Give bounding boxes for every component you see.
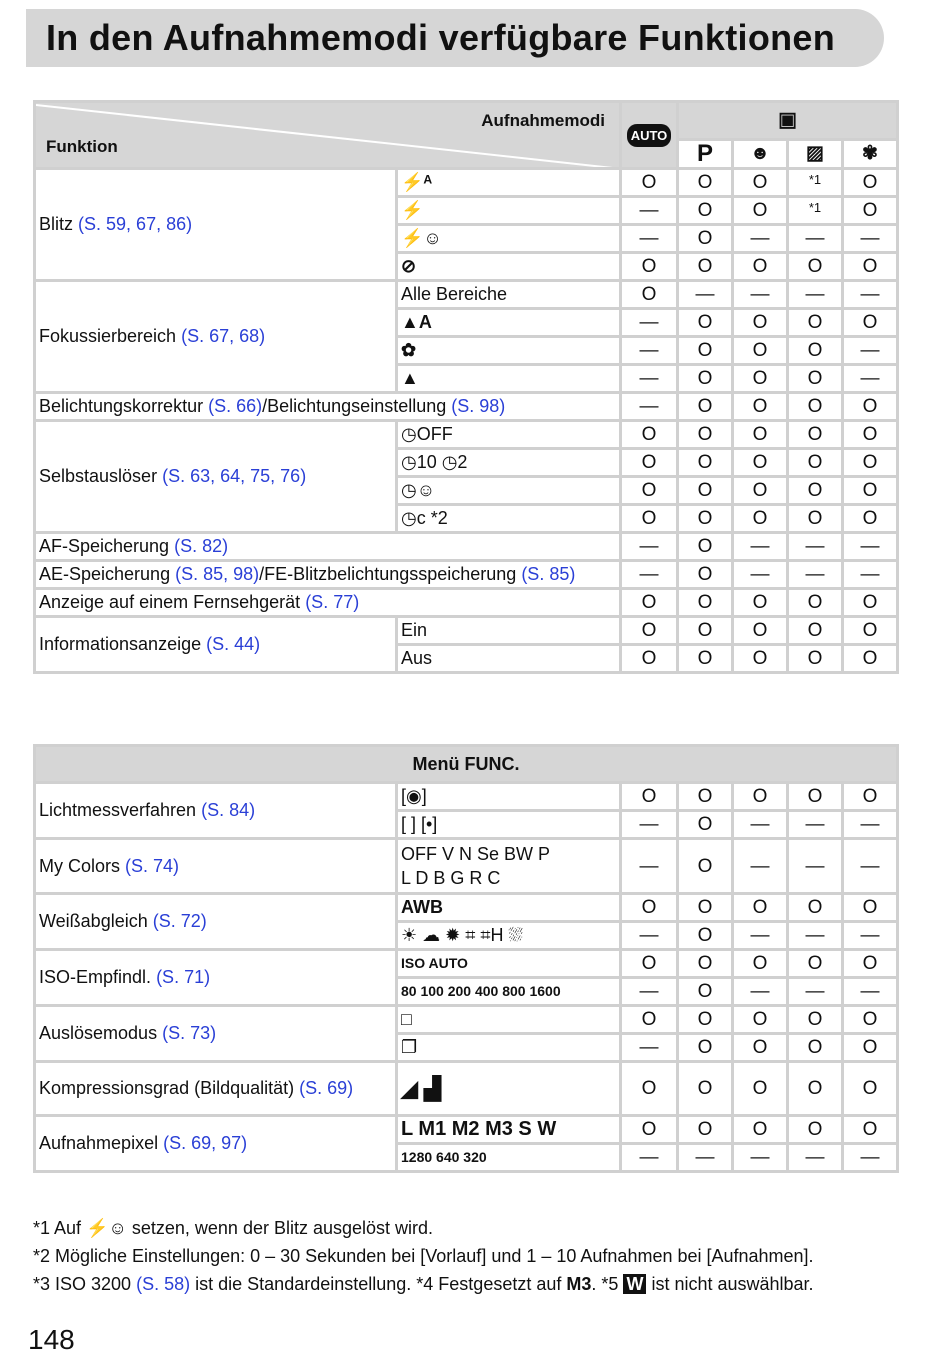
- cell: —: [678, 281, 733, 309]
- cell: —: [733, 225, 788, 253]
- cell: O: [678, 839, 733, 894]
- cell: —: [621, 365, 678, 393]
- cell: O: [678, 1116, 733, 1144]
- cell: O: [843, 1062, 898, 1116]
- cell: O: [788, 1006, 843, 1034]
- cell: —: [678, 1144, 733, 1172]
- table-row: [35, 783, 898, 811]
- cell: O: [733, 645, 788, 673]
- infinity-focus-icon: ▲: [397, 365, 621, 393]
- cell: O: [788, 337, 843, 365]
- cell: O: [621, 449, 678, 477]
- cell: O: [843, 1116, 898, 1144]
- cell: O: [733, 894, 788, 922]
- cell: O: [788, 253, 843, 281]
- wb-preset-icons: ☀ ☁ ✹ ⌗ ⌗H ⛆: [397, 922, 621, 950]
- cell: O: [678, 811, 733, 839]
- cell: —: [843, 281, 898, 309]
- cell: O: [733, 783, 788, 811]
- cell: —: [788, 978, 843, 1006]
- cell: O: [788, 1116, 843, 1144]
- cell: O: [678, 617, 733, 645]
- cell: O: [733, 421, 788, 449]
- cell: O: [788, 421, 843, 449]
- cell: O: [621, 645, 678, 673]
- mycolors-icons: [397, 839, 621, 894]
- macro-icon: ✿: [397, 337, 621, 365]
- movie-size-icons: 1280 640 320: [397, 1144, 621, 1172]
- continuous-shot-icon: ❐: [397, 1034, 621, 1062]
- cell: —: [621, 811, 678, 839]
- page-link[interactable]: (S. 73): [162, 1023, 217, 1043]
- table-row: [35, 950, 898, 978]
- cell: —: [733, 839, 788, 894]
- info-label: Informationsanzeige (S. 44): [35, 617, 397, 673]
- flash-off-icon: ⊘: [397, 253, 621, 281]
- cell: O: [733, 589, 788, 617]
- cell: O: [788, 449, 843, 477]
- page-link[interactable]: (S. 66): [208, 396, 263, 416]
- cell: —: [788, 533, 843, 561]
- auto-mode-header: [621, 102, 678, 169]
- timer-10-2-icon: ◷10 ◷2: [397, 449, 621, 477]
- func-menu-heading: Menü FUNC.: [35, 746, 898, 783]
- cell: O: [678, 309, 733, 337]
- table-row: [35, 839, 898, 894]
- cell: O: [733, 477, 788, 505]
- iso-label: ISO-Empfindl. (S. 71): [35, 950, 397, 1006]
- cell: O: [843, 894, 898, 922]
- page-link[interactable]: (S. 71): [156, 967, 211, 987]
- cell: O: [733, 309, 788, 337]
- cell: O: [733, 197, 788, 225]
- cell: O: [678, 505, 733, 533]
- cell: O: [788, 617, 843, 645]
- cell: O: [678, 169, 733, 197]
- modes-label: Aufnahmemodi: [481, 111, 605, 130]
- camera-icon: ▣: [778, 108, 797, 131]
- table-row: [35, 1062, 898, 1116]
- page-link[interactable]: (S. 69, 97): [163, 1133, 248, 1153]
- cell: O: [788, 393, 843, 421]
- cell: O: [788, 589, 843, 617]
- cell: —: [788, 811, 843, 839]
- drive-label: Auslösemodus (S. 73): [35, 1006, 397, 1062]
- func-menu-table: [33, 744, 899, 1173]
- page-link[interactable]: (S. 63, 64, 75, 76): [162, 466, 307, 486]
- cell: O: [621, 477, 678, 505]
- cell: O: [678, 922, 733, 950]
- cell: O: [621, 589, 678, 617]
- cell: O: [678, 421, 733, 449]
- cell: O: [678, 978, 733, 1006]
- title-bar: [26, 9, 884, 67]
- cell: O: [843, 1006, 898, 1034]
- cell: O: [843, 783, 898, 811]
- page-title: In den Aufnahmemodi verfügbare Funktionen: [46, 17, 836, 58]
- page-link[interactable]: (S. 74): [125, 855, 180, 876]
- cell: O: [733, 393, 788, 421]
- cell: O: [843, 1034, 898, 1062]
- function-label: Funktion: [46, 137, 118, 156]
- cell: O: [621, 783, 678, 811]
- cell: O: [621, 1116, 678, 1144]
- ae-lock-label: AE-Speicherung (S. 85, 98)/FE-Blitzbelichtungsspeicherung (S. 85): [35, 561, 621, 589]
- cell: O: [733, 1006, 788, 1034]
- cell: O: [621, 617, 678, 645]
- cell: —: [788, 225, 843, 253]
- table-row: [35, 533, 898, 561]
- cell: —: [733, 922, 788, 950]
- cell: —: [843, 533, 898, 561]
- cell: O: [621, 1062, 678, 1116]
- cell: —: [621, 561, 678, 589]
- cell: O: [678, 337, 733, 365]
- cell: O: [733, 1034, 788, 1062]
- cell: —: [621, 533, 678, 561]
- table-row: [35, 589, 898, 617]
- cell: O: [678, 561, 733, 589]
- table-row: [35, 421, 898, 449]
- page-link[interactable]: (S. 58): [136, 1274, 191, 1294]
- cell: —: [621, 225, 678, 253]
- night-snapshot-icon: ▨: [788, 139, 843, 168]
- pixels-label: Aufnahmepixel (S. 69, 97): [35, 1116, 397, 1172]
- cell: O: [621, 169, 678, 197]
- cell: —: [621, 839, 678, 894]
- cell: O: [788, 894, 843, 922]
- cell: O: [733, 337, 788, 365]
- cell: O: [678, 1006, 733, 1034]
- cell: O: [678, 477, 733, 505]
- table-row: [35, 393, 898, 421]
- exposure-label: Belichtungskorrektur (S. 66)/Belichtungseinstellung (S. 98): [35, 393, 621, 421]
- cell: *1: [788, 197, 843, 225]
- compression-label: Kompressionsgrad (Bildqualität) (S. 69): [35, 1062, 397, 1116]
- kids-pets-icon: ✾: [843, 139, 898, 168]
- cell: O: [843, 617, 898, 645]
- cell: O: [788, 505, 843, 533]
- cell: O: [678, 393, 733, 421]
- cell: O: [733, 449, 788, 477]
- page-link[interactable]: (S. 98): [451, 396, 506, 416]
- cell: O: [678, 589, 733, 617]
- cell: O: [678, 1034, 733, 1062]
- table-row: [35, 617, 898, 645]
- cell: O: [678, 1062, 733, 1116]
- slow-sync-icon: ⚡☺: [86, 1218, 127, 1238]
- cell: —: [843, 561, 898, 589]
- cell: —: [843, 365, 898, 393]
- cell: —: [733, 281, 788, 309]
- cell: —: [733, 1144, 788, 1172]
- table-row: [35, 1116, 898, 1144]
- cell: O: [843, 197, 898, 225]
- cell: —: [788, 1144, 843, 1172]
- cell: O: [733, 1062, 788, 1116]
- footnotes: [33, 1214, 814, 1298]
- cell: O: [621, 505, 678, 533]
- cell: —: [843, 1144, 898, 1172]
- tv-label: Anzeige auf einem Fernsehgerät (S. 77): [35, 589, 621, 617]
- spot-metering-icon: [ ] [•]: [397, 811, 621, 839]
- slow-sync-icon: ⚡☺: [397, 225, 621, 253]
- cell: —: [843, 922, 898, 950]
- cell: O: [788, 950, 843, 978]
- cell: —: [621, 309, 678, 337]
- cell: O: [733, 169, 788, 197]
- cell: O: [733, 365, 788, 393]
- page-link[interactable]: (S. 82): [174, 536, 229, 556]
- cell: —: [843, 839, 898, 894]
- page-link[interactable]: (S. 84): [201, 800, 256, 820]
- widescreen-icon: W: [623, 1274, 646, 1294]
- flash-label: Blitz (S. 59, 67, 86): [35, 169, 397, 281]
- focus-all-text: Alle Bereiche: [397, 281, 621, 309]
- table-row: [35, 894, 898, 922]
- metering-label: Lichtmessverfahren (S. 84): [35, 783, 397, 839]
- camera-mode-header: [678, 102, 898, 140]
- page-link[interactable]: (S. 44): [206, 634, 261, 654]
- cell: O: [788, 1062, 843, 1116]
- iso-value-icons: 80 100 200 400 800 1600: [397, 978, 621, 1006]
- cell: O: [678, 253, 733, 281]
- cell: O: [678, 533, 733, 561]
- cell: O: [621, 253, 678, 281]
- cell: O: [788, 477, 843, 505]
- cell: —: [788, 281, 843, 309]
- page-link[interactable]: (S. 72): [152, 911, 207, 931]
- cell: —: [788, 839, 843, 894]
- cell: O: [843, 950, 898, 978]
- cell: —: [843, 225, 898, 253]
- cell: —: [621, 1034, 678, 1062]
- page-link[interactable]: (S. 77): [305, 592, 360, 612]
- table-row: [35, 1006, 898, 1034]
- page-link[interactable]: (S. 69): [299, 1078, 354, 1098]
- cell: O: [733, 950, 788, 978]
- cell: O: [621, 894, 678, 922]
- m3-icon: M3: [566, 1274, 592, 1294]
- page-link[interactable]: (S. 85): [521, 564, 576, 584]
- wb-label: Weißabgleich (S. 72): [35, 894, 397, 950]
- header-cell: [35, 102, 621, 169]
- selftimer-label: Selbstauslöser (S. 63, 64, 75, 76): [35, 421, 397, 533]
- portrait-icon: ☻: [733, 139, 788, 168]
- cell: O: [678, 894, 733, 922]
- table-row: [35, 169, 898, 197]
- cell: O: [678, 783, 733, 811]
- cell: —: [843, 978, 898, 1006]
- awb-icon: AWB: [397, 894, 621, 922]
- modes-table: [33, 100, 899, 674]
- cell: —: [621, 1144, 678, 1172]
- p-mode-header: P: [678, 139, 733, 168]
- flash-auto-icon: ⚡ᴬ: [397, 169, 621, 197]
- cell: O: [788, 309, 843, 337]
- page-number: 148: [28, 1324, 75, 1355]
- mycolors-icons-row2: L D B G R C: [401, 868, 501, 888]
- cell: O: [788, 365, 843, 393]
- cell: —: [788, 922, 843, 950]
- cell: O: [733, 505, 788, 533]
- cell: O: [843, 169, 898, 197]
- cell: —: [843, 811, 898, 839]
- cell: O: [733, 617, 788, 645]
- cell: O: [621, 950, 678, 978]
- focus-label: Fokussierbereich (S. 67, 68): [35, 281, 397, 393]
- cell: —: [621, 337, 678, 365]
- table-row: [35, 561, 898, 589]
- cell: —: [733, 978, 788, 1006]
- cell: O: [678, 950, 733, 978]
- custom-timer-icon: ◷c *2: [397, 505, 621, 533]
- cell: —: [621, 197, 678, 225]
- info-on-text: Ein: [397, 617, 621, 645]
- footnote-2: *2 Mögliche Einstellungen: 0 – 30 Sekunden bei [Vorlauf] und 1 – 10 Aufnahmen bei [Aufnahmen].: [33, 1246, 814, 1266]
- cell: O: [621, 1006, 678, 1034]
- cell: —: [733, 533, 788, 561]
- evaluative-metering-icon: [◉]: [397, 783, 621, 811]
- cell: O: [733, 1116, 788, 1144]
- page-link[interactable]: (S. 59, 67, 86): [78, 214, 193, 234]
- cell: O: [843, 477, 898, 505]
- table-row: [35, 281, 898, 309]
- cell: O: [788, 645, 843, 673]
- timer-off-icon: ◷OFF: [397, 421, 621, 449]
- cell: O: [678, 365, 733, 393]
- af-lock-label: AF-Speicherung (S. 82): [35, 533, 621, 561]
- single-shot-icon: □: [397, 1006, 621, 1034]
- mycolors-label: My Colors (S. 74): [35, 839, 397, 894]
- cell: —: [733, 561, 788, 589]
- face-timer-icon: ◷☺: [397, 477, 621, 505]
- page-link[interactable]: (S. 67, 68): [181, 326, 266, 346]
- cell: O: [678, 225, 733, 253]
- cell: O: [788, 1034, 843, 1062]
- cell: O: [678, 645, 733, 673]
- cell: O: [621, 281, 678, 309]
- mycolors-icons-row1: OFF V N Se BW P: [401, 844, 551, 864]
- cell: O: [843, 309, 898, 337]
- cell: O: [843, 421, 898, 449]
- cell: O: [678, 449, 733, 477]
- cell: O: [788, 783, 843, 811]
- footnote-1: *1 Auf ⚡☺ setzen, wenn der Blitz ausgelöst wird.: [33, 1218, 434, 1238]
- auto-icon: AUTO: [627, 124, 672, 147]
- info-off-text: Aus: [397, 645, 621, 673]
- page-link[interactable]: (S. 85, 98): [175, 564, 260, 584]
- cell: —: [621, 393, 678, 421]
- cell: O: [843, 449, 898, 477]
- flash-on-icon: ⚡: [397, 197, 621, 225]
- cell: —: [621, 978, 678, 1006]
- cell: O: [733, 253, 788, 281]
- iso-auto-icon: ISO AUTO: [397, 950, 621, 978]
- cell: O: [621, 421, 678, 449]
- resolution-icons: L M1 M2 M3 S W: [397, 1116, 621, 1144]
- cell: *1: [788, 169, 843, 197]
- compression-icons: ◢ ▟: [397, 1062, 621, 1116]
- cell: O: [843, 645, 898, 673]
- cell: —: [788, 561, 843, 589]
- cell: —: [843, 337, 898, 365]
- normal-focus-icon: ▲A: [397, 309, 621, 337]
- cell: O: [843, 505, 898, 533]
- footnote-3: *3 ISO 3200 (S. 58) ist die Standardeinstellung. *4 Festgesetzt auf M3. *5 W ist nicht auswählbar.: [33, 1274, 814, 1294]
- cell: O: [843, 253, 898, 281]
- cell: O: [843, 393, 898, 421]
- cell: —: [733, 811, 788, 839]
- cell: O: [843, 589, 898, 617]
- cell: —: [621, 922, 678, 950]
- cell: O: [678, 197, 733, 225]
